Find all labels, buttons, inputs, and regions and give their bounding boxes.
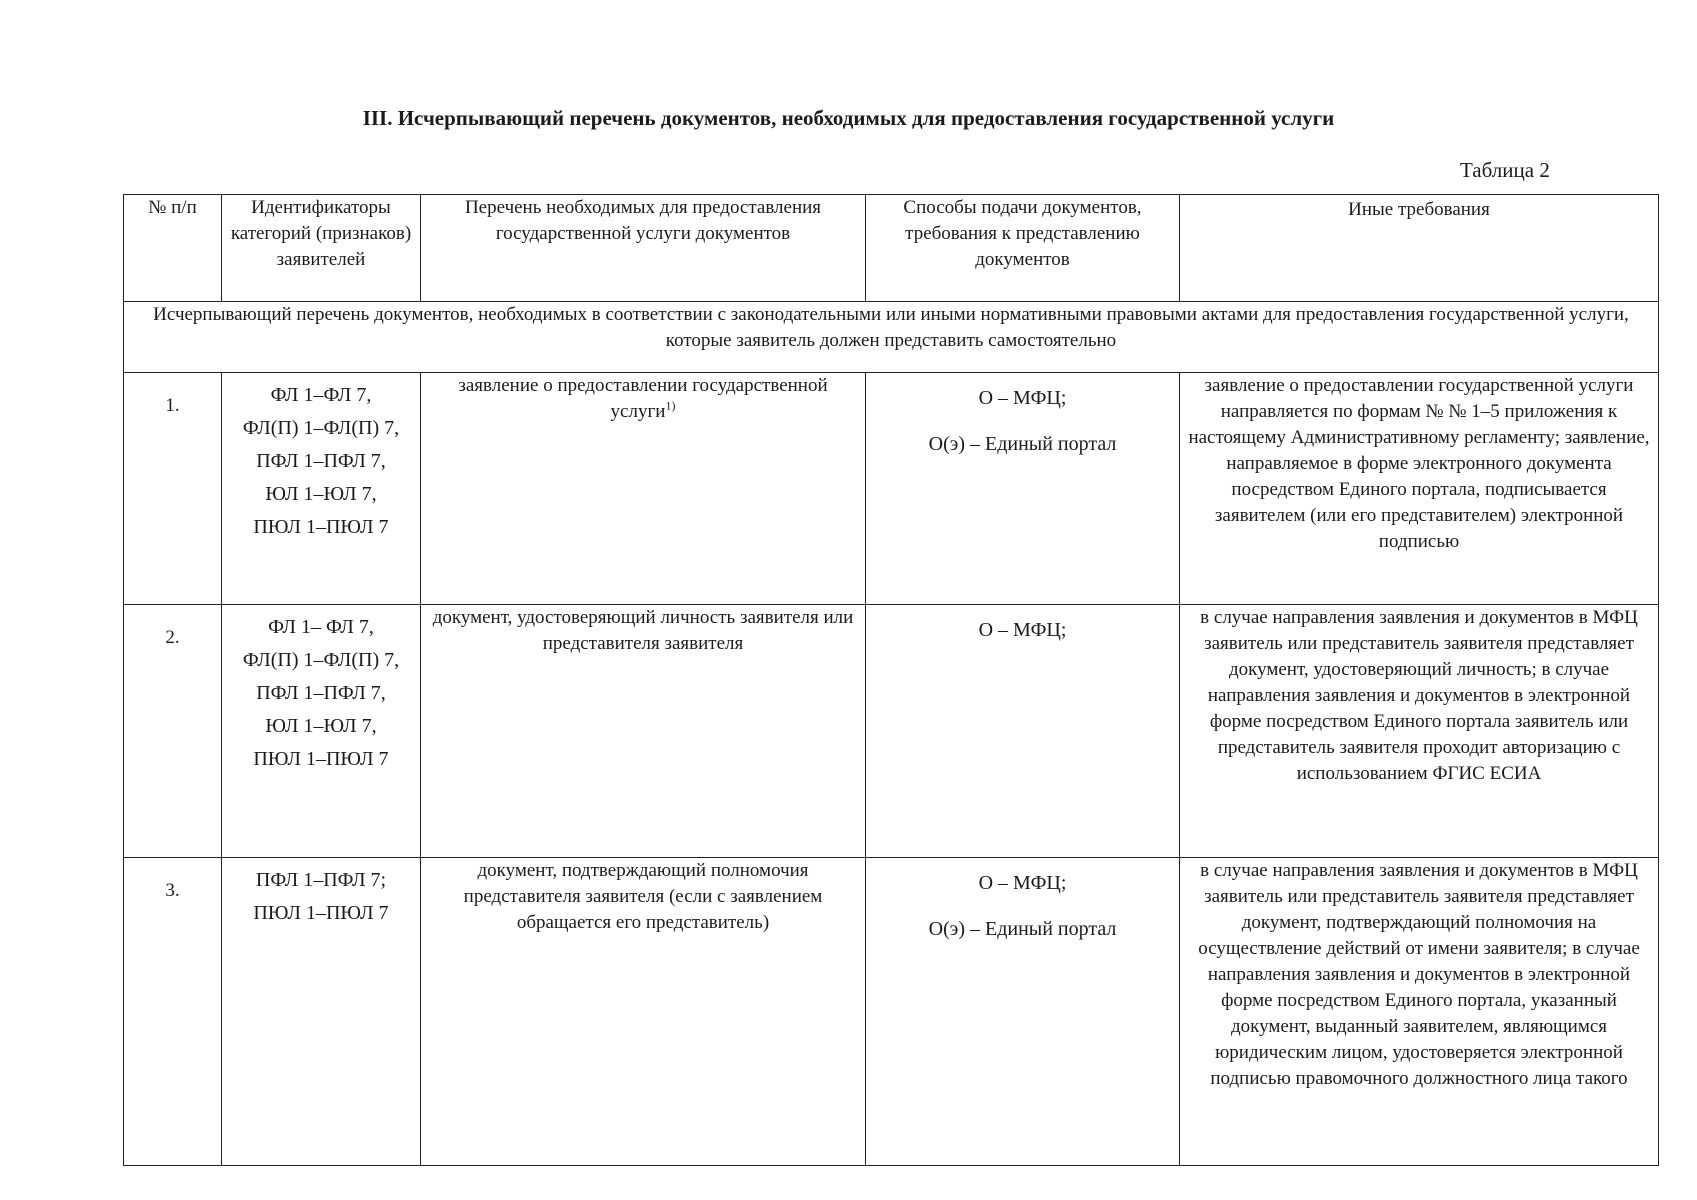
header-documents: Перечень необходимых для предоставления государственной услуги документов xyxy=(421,195,866,302)
page-title: III. Исчерпывающий перечень документов, необходимых для предоставления государственной услуги xyxy=(362,106,1335,130)
submission-methods-cell xyxy=(866,373,1180,605)
documents-table xyxy=(123,194,1659,1166)
table-label: Таблица 2 xyxy=(1460,158,1550,182)
document-cell xyxy=(421,858,866,1166)
applicant-id: ФЛ(П) 1–ФЛ(П) 7, xyxy=(242,649,400,671)
header-applicant-ids: Идентификаторы категорий (признаков) заявителей xyxy=(222,195,421,302)
other-requirements-cell: заявление о предоставлении государственной услуги направляется по формам № № 1–5 приложения к настоящему Административному регламенту; заявление, направляемое в форме электронного документа посредством Единого портала, подписывается заявителем (или его представителем) электронной подписью xyxy=(1180,373,1659,605)
submission-method: О – МФЦ; xyxy=(978,387,1067,409)
row-number: 3. xyxy=(124,858,222,1166)
applicant-id: ЮЛ 1–ЮЛ 7, xyxy=(265,715,377,737)
applicant-id: ПФЛ 1–ПФЛ 7, xyxy=(256,682,386,704)
document-cell xyxy=(421,605,866,858)
applicant-id: ПЮЛ 1–ПЮЛ 7 xyxy=(253,516,389,538)
row-number: 1. xyxy=(124,373,222,605)
applicant-id: ПФЛ 1–ПФЛ 7, xyxy=(256,450,386,472)
submission-method: О(э) – Единый портал xyxy=(928,918,1117,940)
other-requirements-cell: в случае направления заявления и документов в МФЦ заявитель или представитель заявителя представляет документ, подтверждающий полномочия на осуществление действий от имени заявителя; в случае направления заявления и документов в электронной форме посредством Единого портала, указанный документ, выданный заявителем, являющимся юридическим лицом, удостоверяется электронной подписью правомочного должностного лица такого xyxy=(1180,858,1659,1166)
document-name: документ, удостоверяющий личность заявителя или представителя заявителя xyxy=(432,607,854,654)
submission-methods-cell xyxy=(866,858,1180,1166)
table-header-row xyxy=(124,195,1659,302)
applicant-ids-cell xyxy=(222,858,421,1166)
table-row xyxy=(124,858,1659,1166)
header-other-requirements: Иные требования xyxy=(1180,195,1659,302)
section-heading-row xyxy=(124,302,1659,373)
submission-method: О – МФЦ; xyxy=(978,872,1067,894)
table-row xyxy=(124,605,1659,858)
applicant-id: ПЮЛ 1–ПЮЛ 7 xyxy=(253,902,389,924)
document-name: документ, подтверждающий полномочия представителя заявителя (если с заявлением обращается его представитель) xyxy=(463,860,823,933)
document-cell xyxy=(421,373,866,605)
header-number: № п/п xyxy=(124,195,222,302)
submission-method: О(э) – Единый портал xyxy=(928,433,1117,455)
submission-method: О – МФЦ; xyxy=(978,619,1067,641)
footnote-marker: 1) xyxy=(665,398,676,413)
applicant-id: ФЛ 1– ФЛ 7, xyxy=(268,616,374,638)
applicant-id: ПФЛ 1–ПФЛ 7; xyxy=(255,869,387,891)
applicant-id: ЮЛ 1–ЮЛ 7, xyxy=(265,483,377,505)
applicant-ids-cell xyxy=(222,373,421,605)
other-requirements-cell: в случае направления заявления и документов в МФЦ заявитель или представитель заявителя представляет документ, удостоверяющий личность; в случае направления заявления и документов в электронной форме посредством Единого портала заявитель или представитель заявителя проходит авторизацию с использованием ФГИС ЕСИА xyxy=(1180,605,1659,858)
applicant-id: ФЛ(П) 1–ФЛ(П) 7, xyxy=(242,417,400,439)
document-name: заявление о предоставлении государственной услуги xyxy=(458,375,828,422)
row-number: 2. xyxy=(124,605,222,858)
header-submission-methods: Способы подачи документов, требования к представлению документов xyxy=(866,195,1180,302)
submission-methods-cell xyxy=(866,605,1180,858)
section-heading: Исчерпывающий перечень документов, необходимых в соответствии с законодательными или иными нормативными правовыми актами для предоставления государственной услуги, которые заявитель должен представить самостоятельно xyxy=(124,302,1659,373)
applicant-id: ПЮЛ 1–ПЮЛ 7 xyxy=(253,748,389,770)
table-row xyxy=(124,373,1659,605)
applicant-ids-cell xyxy=(222,605,421,858)
applicant-id: ФЛ 1–ФЛ 7, xyxy=(270,384,372,406)
